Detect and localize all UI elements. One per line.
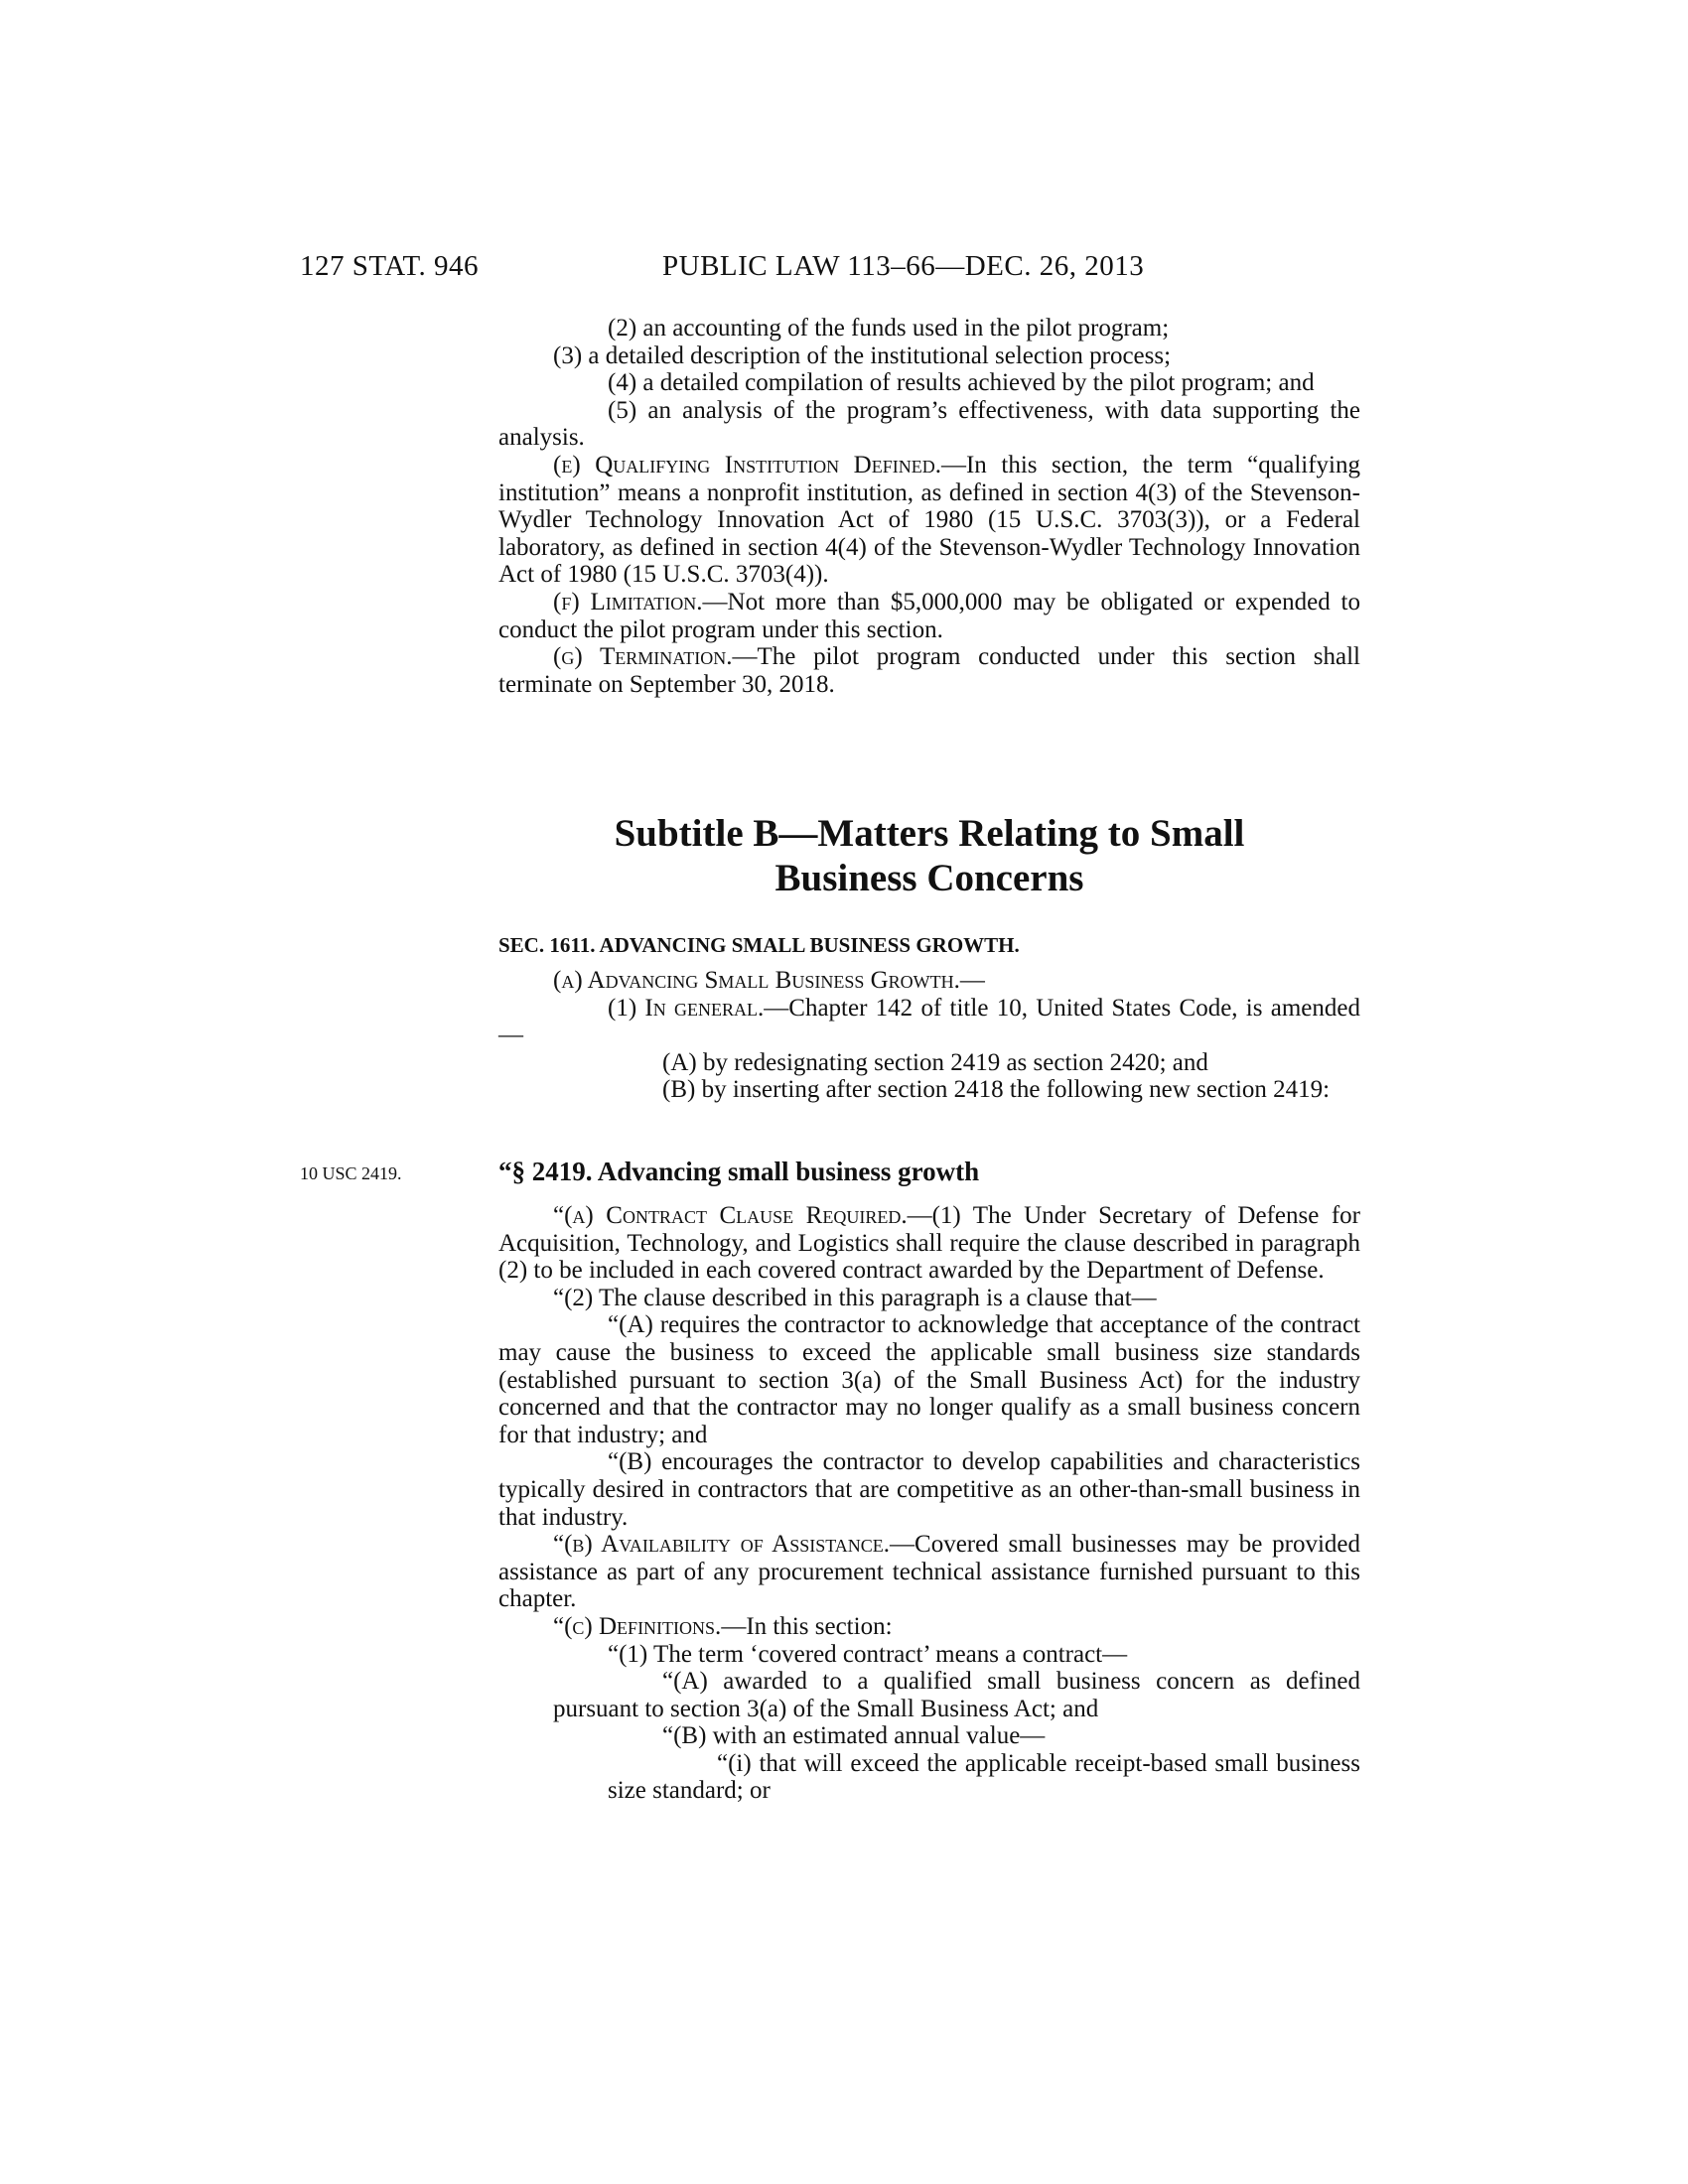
paragraph-1 [498,995,1360,1049]
section-2419-aB: “(B) encourages the contractor to develop capabilities and characteristics typically desired in contractors that are competitive as an other-than-small business in that industry. [498,1448,1360,1531]
section-2419-c-text: —In this section: [721,1612,893,1640]
item-5 [498,397,1360,452]
margin-citation: 10 USC 2419. [300,1163,402,1183]
section-2419-b-text: —Covered small businesses may be provided assistance as part of any procurement technical assistance furnished pursuant to this chapter. [498,1531,1360,1613]
paragraph-1-text: —Chapter 142 of title 10, United States Code, is amended— [498,994,1360,1049]
subtitle-line-1: Subtitle B—Matters Relating to Small [614,812,1245,855]
report-items [498,315,1360,698]
statute-page-number: 127 STAT. 946 [300,250,480,282]
subsection-f-heading: (f) Limitation. [553,588,703,615]
section-2419-a2: “(2) The clause described in this paragraph is a clause that— [553,1284,1157,1311]
subsection-f-text: —Not more than $5,000,000 may be obligated or expended to conduct the pilot program under this section. [498,588,1360,643]
section-2419-b-heading: “(b) Availability of Assistance. [553,1531,891,1559]
section-2419-a-heading: “(a) Contract Clause Required. [553,1202,908,1229]
section-2419-cA: “(A) awarded to a qualified small business concern as defined pursuant to section 3(a) of the Small Business Act; and [553,1668,1360,1722]
section-1611-body [498,967,1360,1104]
subparagraph-B: (B) by inserting after section 2418 the following new section 2419: [662,1076,1331,1104]
subparagraph-A: (A) by redesignating section 2419 as section 2420; and [662,1048,1208,1076]
page-header [0,250,1688,290]
subsection-e-text: —In this section, the term “qualifying institution” means a nonprofit institution, as defined in section 4(3) of the Stevenson-Wydler Technology Innovation Act of 1980 (15 U.S.C. 3703(3)), or a Federal laboratory, as defined in section 4(4) of the Stevenson-Wydler Technology Innovation Act of 1980 (15 U.S.C. 3703(4)). [498,451,1361,589]
section-2419-heading: “§ 2419. Advancing small business growth [498,1157,980,1186]
section-2419-a [498,1202,1360,1285]
item-2: (2) an accounting of the funds used in the pilot program; [608,315,1170,341]
section-2419-ci: “(i) that will exceed the applicable receipt-based small business size standard; or [608,1749,1360,1805]
subsection-e [498,452,1360,589]
paragraph-1-heading: (1) In general. [608,994,765,1022]
section-2419-aA: “(A) requires the contractor to acknowledge that acceptance of the contract may cause the business to exceed the applicable small business size standards (established pursuant to section 3(a) of the Small Business Act) for the industry concerned and that the contractor may no longer qualify as a small business concern for that industry; and [498,1311,1360,1448]
item-3 [498,342,1360,370]
section-2419-b [498,1531,1360,1613]
section-2419-cB: “(B) with an estimated annual value— [662,1722,1046,1750]
subsection-e-heading: (e) Qualifying Institution Defined. [553,451,941,478]
subsection-a-heading: (a) Advancing Small Business Growth.— [553,967,985,994]
section-2419-body [498,1202,1360,1805]
subsection-g-heading: (g) Termination. [553,643,733,671]
running-head: PUBLIC LAW 113–66—DEC. 26, 2013 [662,250,1145,282]
subtitle-heading [498,811,1360,900]
subsection-g-text: —The pilot program conducted under this section shall terminate on September 30, 2018. [498,643,1360,698]
section-2419-c1: “(1) The term ‘covered contract’ means a contract— [608,1640,1128,1668]
section-2419-c [498,1613,1360,1641]
section-2419-a-text: —(1) The Under Secretary of Defense for Acquisition, Technology, and Logistics shall require the clause described in paragraph (2) to be included in each covered contract awarded by the Department of Defense. [498,1202,1360,1285]
section-1611-heading: SEC. 1611. ADVANCING SMALL BUSINESS GROWTH. [498,933,1020,957]
item-4-text: (4) a detailed compilation of results achieved by the pilot program; and [608,369,1315,397]
subsection-f [498,589,1360,643]
item-3-text: (3) a detailed description of the institutional selection process; [553,341,1172,369]
item-4 [498,369,1360,397]
item-5-text: (5) an analysis of the program’s effectiveness, with data supporting the analysis. [498,396,1360,452]
subtitle-line-2: Business Concerns [774,857,1084,899]
section-2419-c-heading: “(c) Definitions. [553,1612,722,1640]
subsection-g [498,643,1360,698]
